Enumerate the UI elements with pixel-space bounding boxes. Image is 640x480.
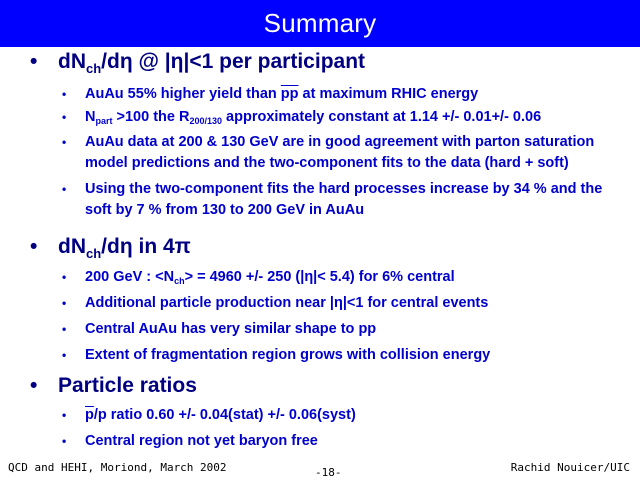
list-item: • Central region not yet baryon free [62,433,318,449]
list-item: • Using the two-component fits the hard processes increase by 34 % and the soft by 7 % from 130 to 200 GeV in AuAu [62,181,603,218]
footer-page-number: -18- [315,466,342,479]
slide-title-bar [0,0,640,47]
list-item: • $N_{part} >100$ the $R_{200/130}$ approximately constant at 1.14 +/- 0.01+/- 0.06 [62,109,542,126]
list-item: • AuAu data at 200 & 130 GeV are in good agreement with parton saturation model predictions and the two-component fits to the data (hard + soft) [62,134,595,171]
list-item: • Additional particle production near |η|<1 for central events [62,295,489,311]
bullet-main: • [30,50,38,73]
list-item: • Central AuAu has very similar shape to pp [62,321,377,337]
list-item: • $\overline{p}/p$ ratio 0.60 +/- 0.04(stat) +/- 0.06(syst) [62,407,356,423]
slide-title: Summary [263,8,377,38]
footer-right: Rachid Nouicer/UIC [510,461,630,474]
list-item: • AuAu 55% higher yield than $\overline{pp}$ at maximum RHIC energy [62,86,479,102]
list-item: • Extent of fragmentation region grows with collision energy [62,347,491,363]
footer-left: QCD and HEHI, Moriond, March 2002 [8,461,227,474]
list-item: • 200 GeV : $<N_{ch}> = 4960$ +/- 250 (|η|< 5.4) for 6% central [62,269,455,286]
